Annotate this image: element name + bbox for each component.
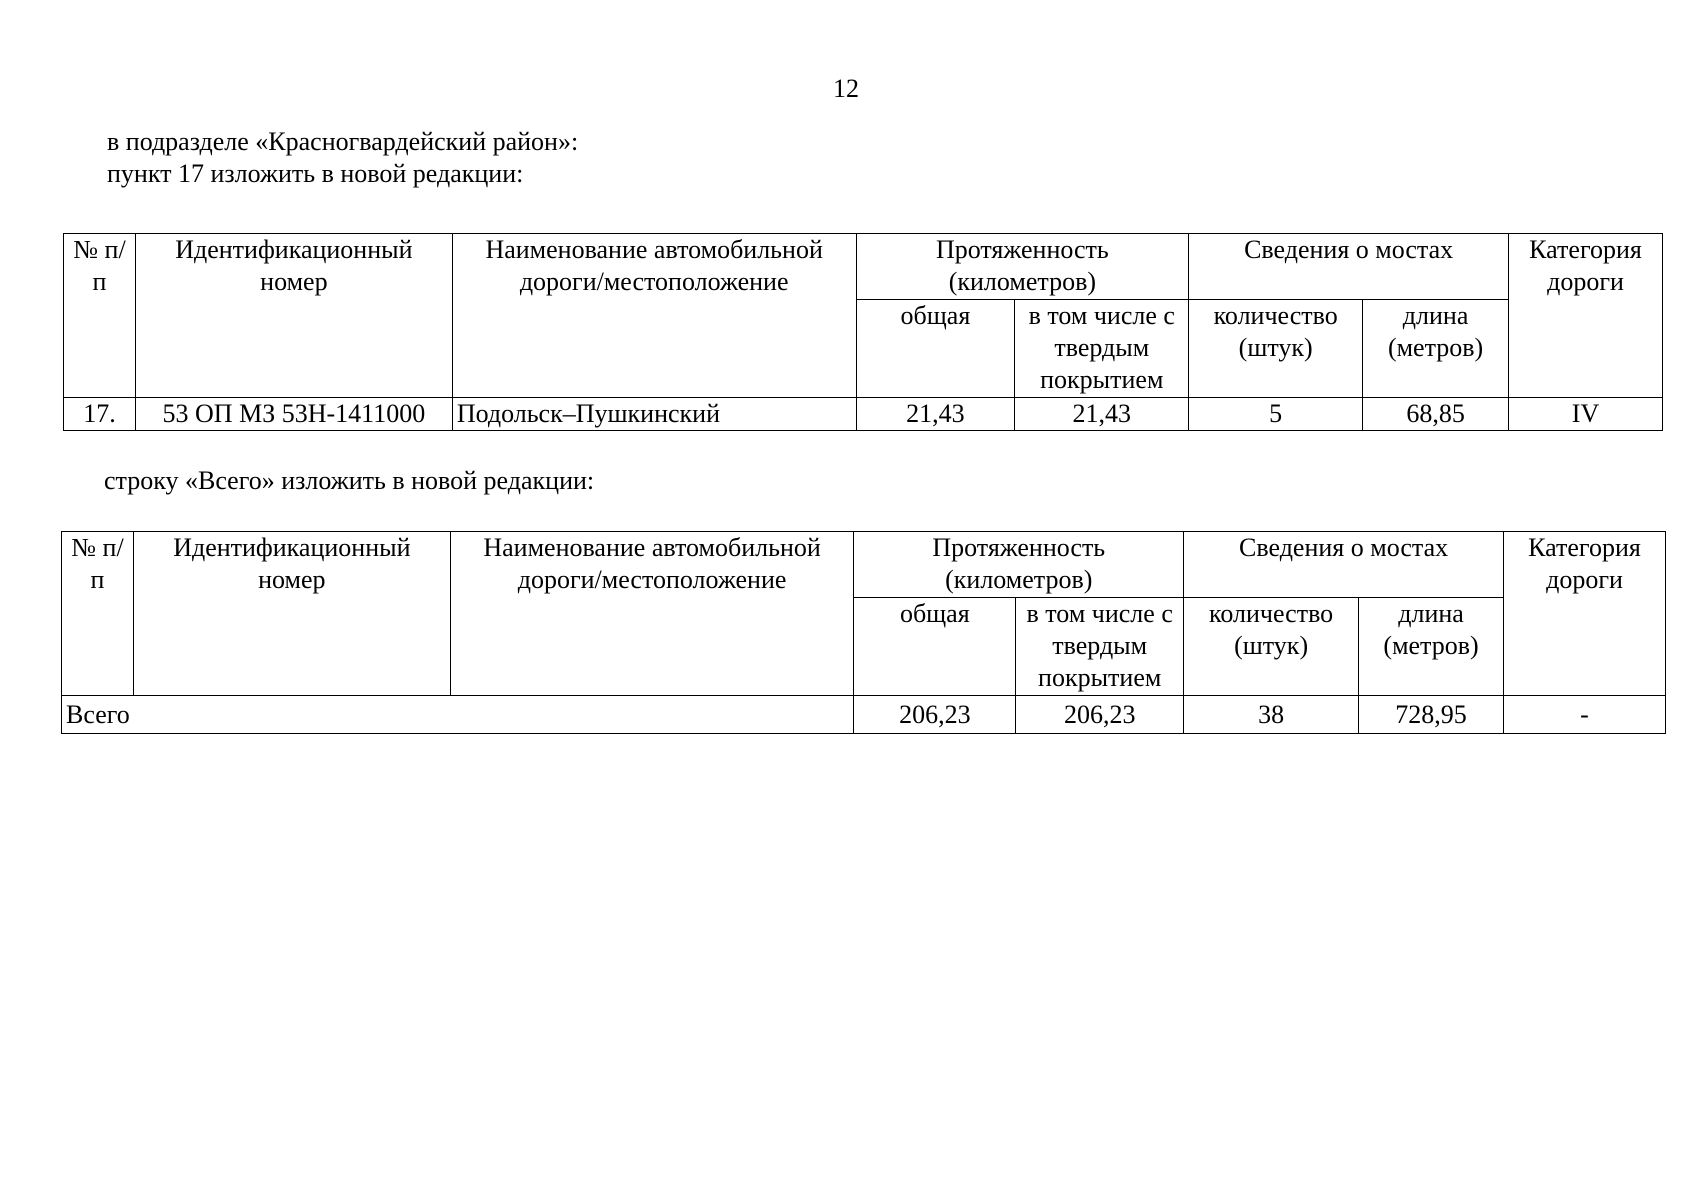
cell-length-hard: 206,23 — [1016, 696, 1184, 734]
cell-category: IV — [1509, 398, 1663, 431]
header-length: Протяженность (километров) — [854, 532, 1184, 598]
header-bridges-count: количество (штук) — [1189, 300, 1363, 398]
header-category: Категория дороги — [1504, 532, 1666, 696]
table-row-total — [62, 696, 1666, 734]
total-intro: строку «Всего» изложить в новой редакции: — [104, 466, 595, 495]
road-table-item-17 — [63, 233, 1663, 431]
header-name: Наименование автомобильной дороги/местоположение — [452, 234, 856, 398]
header-length-hard: в том числе с твердым покрытием — [1016, 598, 1184, 696]
cell-length-total: 21,43 — [856, 398, 1015, 431]
header-row-top — [62, 532, 1666, 598]
cell-bridges-length: 728,95 — [1359, 696, 1504, 734]
header-bridges-length: длина (метров) — [1359, 598, 1504, 696]
cell-length-hard: 21,43 — [1015, 398, 1189, 431]
table-row — [64, 398, 1663, 431]
header-length-total: общая — [856, 300, 1015, 398]
cell-length-total: 206,23 — [854, 696, 1016, 734]
cell-num: 17. — [64, 398, 136, 431]
intro-line-2: пункт 17 изложить в новой редакции: — [107, 159, 524, 188]
cell-bridges-length: 68,85 — [1363, 398, 1509, 431]
header-length: Протяженность (километров) — [856, 234, 1189, 300]
header-id: Идентификационный номер — [133, 532, 450, 696]
header-length-hard: в том числе с твердым покрытием — [1015, 300, 1189, 398]
cell-bridges-count: 38 — [1184, 696, 1359, 734]
cell-id: 53 ОП МЗ 53Н-1411000 — [135, 398, 452, 431]
header-length-total: общая — [854, 598, 1016, 696]
cell-category: - — [1504, 696, 1666, 734]
cell-name: Подольск–Пушкинский — [452, 398, 856, 431]
header-bridges: Сведения о мостах — [1189, 234, 1509, 300]
cell-total-label: Всего — [62, 696, 854, 734]
header-bridges-length: длина (метров) — [1363, 300, 1509, 398]
header-category: Категория дороги — [1509, 234, 1663, 398]
cell-bridges-count: 5 — [1189, 398, 1363, 431]
header-row-top — [64, 234, 1663, 300]
header-num: № п/п — [62, 532, 134, 696]
header-name: Наименование автомобильной дороги/местоположение — [450, 532, 854, 696]
header-bridges-count: количество (штук) — [1184, 598, 1359, 696]
page-number: 12 — [833, 74, 859, 103]
header-num: № п/п — [64, 234, 136, 398]
header-bridges: Сведения о мостах — [1184, 532, 1504, 598]
road-table-total — [61, 531, 1666, 734]
header-id: Идентификационный номер — [135, 234, 452, 398]
intro-line-1: в подразделе «Красногвардейский район»: — [107, 127, 579, 156]
